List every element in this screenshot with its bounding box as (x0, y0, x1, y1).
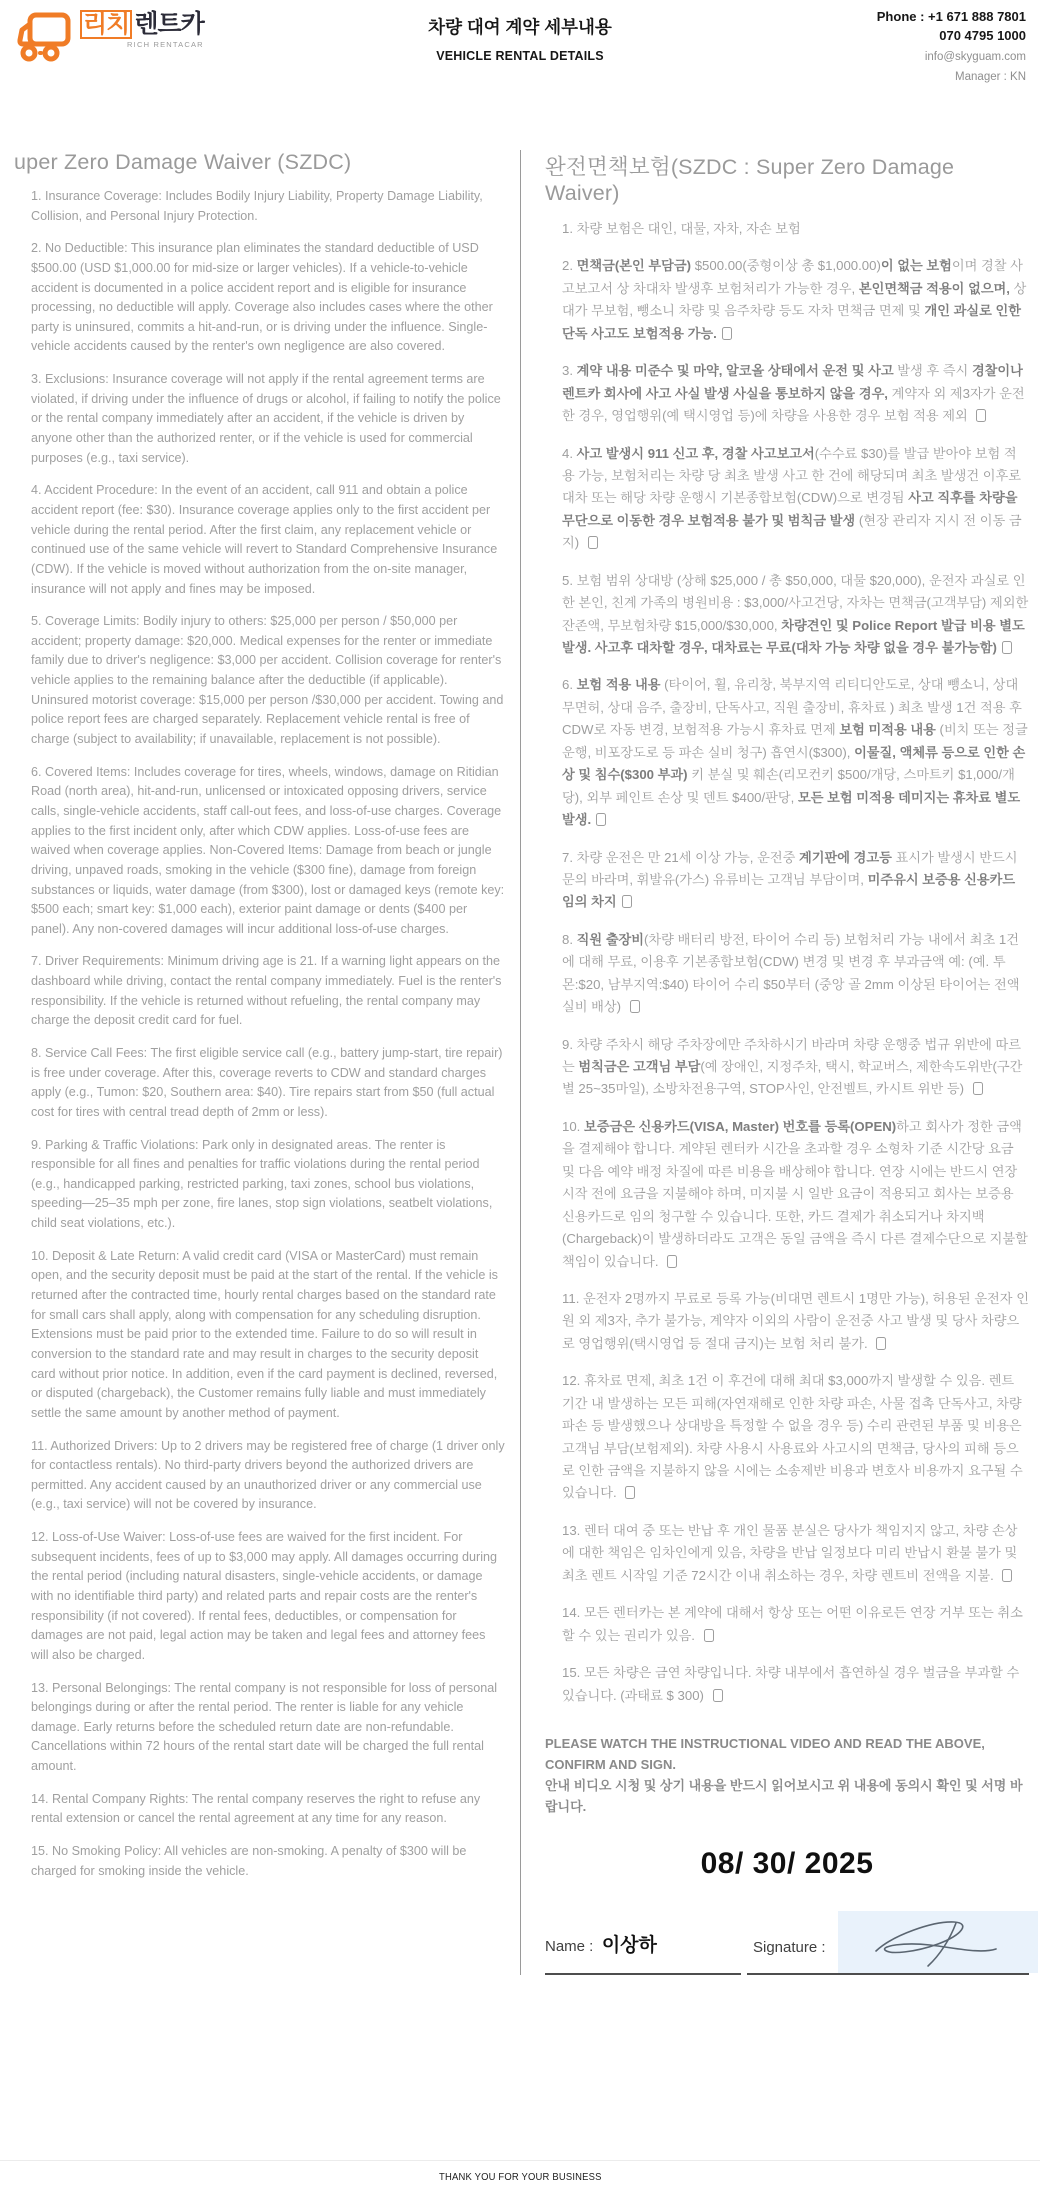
agreement-checkbox[interactable] (976, 409, 986, 422)
agreement-checkbox[interactable] (667, 1255, 677, 1268)
name-label: Name : (545, 1938, 594, 1956)
terms-paragraph-ko: 8. 직원 출장비(차량 배터리 방전, 타이어 수리 등) 보험처리 가능 내에서 최초 1건에 대해 무료, 이용후 기본종합보험(CDW) 변경 및 변경 후 부과금액 예: (예. 투몬:$20, 남부지역:$40) 타이어 수리 $50부터 (중앙 골 2mm 이상된 타이어는 전액 실비 배상) (562, 931, 1020, 1015)
confirmation-notice (545, 1733, 1029, 1817)
terms-paragraph-en: 12. Loss-of-Use Waiver: Loss-of-use fees are waived for the first incident. For subsequent incidents, fees of up to $3,000 may apply. All damages occurring during the rental period (including natural disasters, single-vehicle accidents, or damage with no identifiable third party) and related parts and repair costs are the renter's responsibility (if not covered). If rental fees, deductibles, or compensation for damages are not paid, legal action may be taken and legal fees and attorney fees will also be charged. (31, 1530, 498, 1662)
terms-paragraph-ko: 4. 사고 발생시 911 신고 후, 경찰 사고보고서(수수료 $30)를 발급 받아야 보험 적용 가능, 보험처리는 차량 당 최초 발생 사고 한 건에 해당되며 최초 발생건 이후로 대차 또는 해당 차량 운행시 기본종합보험(CDW)으로 변경됨 사고 직후를 차량을 무단으로 이동한 경우 보험적용 불가 및 범칙금 발생 (현장 관리자 지시 전 이동 금지) (562, 445, 1022, 551)
contact-info (877, 8, 1026, 86)
logo-korean-orange: 리치 (80, 10, 132, 39)
agreement-checkbox[interactable] (1002, 641, 1012, 654)
renter-name: 이상하 (601, 1935, 657, 1957)
korean-terms-column (545, 150, 1029, 1975)
contract-date: 08/ 30/ 2025 (700, 1847, 874, 1881)
phone-number-primary: Phone : +1 671 888 7801 (876, 9, 1026, 24)
korean-column-title: 완전면책보험(SZDC : Super Zero Damage Waiver) (545, 155, 955, 205)
terms-paragraph-ko: 13. 렌터 대여 중 또는 반납 후 개인 물품 분실은 당사가 책임지지 않고, 차량 손상에 대한 책임은 임차인에게 있음, 차량을 반납 일정보다 미리 반납시 환불 불가 및 최초 렌트 시작일 기준 72시간 이내 취소하는 경우, 차량 렌트비 전액을 지불. (562, 1522, 1018, 1583)
terms-paragraph-ko: 14. 모든 렌터카는 본 계약에 대해서 항상 또는 어떤 이유로든 연장 거부 또는 취소할 수 있는 권리가 있음. (562, 1605, 1023, 1643)
terms-paragraph-en: 3. Exclusions: Insurance coverage will not apply if the rental agreement terms are violated, if driving under the influence of drugs or alcohol, if failing to notify the police or the rental company immediately after an accident, if the vehicle is driven by anyone other than the authorized renter, or if the vehicle is used for commercial purposes (e.g., taxi service). (31, 372, 501, 465)
terms-paragraph-ko: 9. 차량 주차시 해당 주차장에만 주차하시기 바라며 차량 운행중 법규 위반에 따르는 범칙금은 고객님 부담(예 장애인, 지정주차, 택시, 학교버스, 제한속도위반(구간별 25~35마일), 소방차전용구역, STOP사인, 안전벨트, 카시트 위반 등) (562, 1036, 1023, 1097)
terms-paragraph-ko: 11. 운전자 2명까지 무료로 등록 가능(비대면 렌트시 1명만 가능), 허용된 운전자 인원 외 제3자, 추가 불가능, 계약자 이외의 사람이 운전중 사고 발생 및 당사 차량으로 영업행위(택시영업 등 절대 금지)는 보험 처리 불가. (562, 1290, 1029, 1351)
english-column-title: uper Zero Damage Waiver (SZDC) (14, 150, 352, 174)
terms-paragraph-ko: 2. 면책금(본인 부담금) $500.00(중형이상 총 $1,000.00)이 없는 보험이며 경찰 사고보고서 상 차대차 발생후 보험처리가 가능한 경우, 본인면책금 적용이 없으며, 상대가 무보험, 뺑소니 차량 및 음주차량 등도 자차 면책금 면제 및 개인 과실로 인한 단독 사고도 보험적용 가능. (562, 258, 1027, 341)
terms-paragraph-ko: 6. 보험 적용 내용 (타이어, 휠, 유리창, 북부지역 리티디안도로, 상대 뺑소니, 상대 무면허, 상대 음주, 출장비, 단독사고, 직원 출장비, 휴차료 ) 최초 발생 1건 적용 후 CDW로 자동 변경, 보험적용 가능시 휴차료 면제 보험 미적용 내용 (비치 또는 정글 운행, 비포장도로 등 파손 실비 청구) 흡연시($300), 이물질, 액체류 등으로 인한 손상 및 침수($300 부과) 키 분실 및 훼손(리모컨키 $500/개당, 스마트키 $1,000/개당), 외부 페인트 손상 및 덴트 $400/판당, 모든 보험 미적용 데미지는 휴차료 별도 발생. (562, 677, 1028, 828)
terms-paragraph-en: 5. Coverage Limits: Bodily injury to others: $25,000 per person / $50,000 per accident; property damage: $20,000. Medical expenses for the renter or immediate family due to driver's negligence: $3,000 per accident. Collision coverage for renter's vehicle applies to the remaining balance after the deductible (if applicable). Uninsured motorist coverage: $15,000 per person /$30,000 per accident. Towing and police report fees are charged separately. Replacement vehicle rental is free of charge (subject to availability; if unavailable, replacement is not possible). (31, 614, 504, 747)
terms-paragraph-ko: 15. 모든 차량은 금연 차량입니다. 차량 내부에서 흡연하실 경우 벌금을 부과할 수 있습니다. (과태료 $ 300) (562, 1665, 1020, 1703)
signature-field[interactable] (838, 1911, 1038, 1973)
terms-paragraph-en: 10. Deposit & Late Return: A valid credit card (VISA or MasterCard) must remain open, and the security deposit must be paid at the start of the rental. If the vehicle is returned after the contracted time, hourly rental charges based on the standard rate for small cars shall apply, along with compensation for any scheduling disruption. Extensions must be paid prior to the extended time. Failure to do so will result in conversion to the standard rate and may result in charges to the security deposit card without prior notice. In addition, even if the card payment is declined, reversed, or disputed (chargeback), the Customer remains fully liable and must immediately settle the same amount by another method of payment. (31, 1248, 498, 1420)
agreement-checkbox[interactable] (704, 1629, 714, 1642)
agreement-checkbox[interactable] (630, 1000, 640, 1013)
signature-underline (545, 1973, 1029, 1975)
logo-subtitle: RICH RENTACAR (127, 40, 204, 49)
document-title-block (428, 14, 612, 63)
page-footer (0, 2160, 1040, 2191)
terms-paragraph-ko: 1. 차량 보험은 대인, 대물, 자차, 자손 보험 (562, 221, 801, 236)
agreement-checkbox[interactable] (625, 1486, 635, 1499)
signature-label: Signature : (753, 1939, 826, 1957)
terms-paragraph-ko: 7. 차량 운전은 만 21세 이상 가능, 운전중 계기판에 경고등 표시가 발생시 반드시 문의 바라며, 휘발유(가스) 유류비는 고객님 부담이며, 미주유시 보증용 신용카드 임의 차지 (562, 849, 1018, 910)
page-title-english: VEHICLE RENTAL DETAILS (436, 49, 604, 63)
footer-message: THANK YOU FOR YOUR BUSINESS (438, 2171, 602, 2183)
agreement-checkbox[interactable] (588, 536, 598, 549)
agreement-checkbox[interactable] (1002, 1569, 1012, 1582)
company-logo (14, 10, 204, 64)
terms-paragraph-ko: 12. 휴차료 면제, 최초 1건 이 후건에 대해 최대 $3,000까지 발생할 수 있음. 렌트 기간 내 발생하는 모든 피해(자연재해로 인한 차량 파손, 사물 접촉 단독사고, 차량 파손 등 발생했으나 상대방을 특정할 수 없을 경우 등) 수리 관련된 부품 및 비용은 고객님 부담(보험제외). 차량 사용시 사용료와 사고시의 면책금, 당사의 피해 등으로 인한 금액을 지불하지 않을 시에는 소송제반 비용과 변호사 비용까지 요구될 수 있습니다. (562, 1373, 1023, 1501)
terms-paragraph-en: 14. Rental Company Rights: The rental company reserves the right to refuse any rental extension or cancel the rental agreement at any time for any reason. (31, 1791, 481, 1826)
english-terms-column (14, 150, 506, 1975)
agreement-checkbox[interactable] (876, 1337, 886, 1350)
terms-paragraph-en: 8. Service Call Fees: The first eligible service call (e.g., battery jump-start, tire repair) is free under coverage. After this, coverage reverts to CDW and standard charges apply (e.g., Tumon: $20, Southern area: $40). Tire repairs start from $50 (full actual cost for tires with central tread depth of 2mm or less). (31, 1045, 503, 1119)
phone-number-secondary: 070 4795 1000 (939, 27, 1026, 43)
notice-korean: 안내 비디오 시청 및 상기 내용을 반드시 읽어보시고 위 내용에 동의시 확인 및 서명 바랍니다. (545, 1778, 1023, 1815)
terms-paragraph-ko: 10. 보증금은 신용카드(VISA, Master) 번호를 등록(OPEN)하고 회사가 정한 금액을 결제해야 합니다. 계약된 렌터카 시간을 초과할 경우 소형차 기준 시간당 요금 및 다음 예약 배정 차질에 따른 비용을 배상해야 합니다. 연장 시에는 반드시 연장 시작 전에 요금을 지불해야 하며, 미지불 시 일반 요금이 적용되고 회사는 보증용 신용카드로 임의 청구할 수 있습니다. 또한, 카드 결제가 취소되거나 차지백(Chargeback)이 발생하더라도 고객은 동일 금액을 즉시 다른 결제수단으로 지불할 책임이 있습니다. (562, 1118, 1028, 1269)
agreement-checkbox[interactable] (973, 1082, 983, 1095)
agreement-checkbox[interactable] (622, 895, 632, 908)
page-title-korean: 차량 대여 계약 세부내용 (428, 17, 612, 37)
terms-paragraph-en: 1. Insurance Coverage: Includes Bodily Injury Liability, Property Damage Liability, Collision, and Personal Injury Protection. (31, 189, 483, 223)
terms-paragraph-en: 2. No Deductible: This insurance plan eliminates the standard deductible of USD $500.00 (USD $1,000.00 for mid-size or larger vehicles). If a vehicle-to-vehicle accident is documented in a police accident report and is eligible for insurance processing, no deductible will apply. Coverage also includes cases where the other party is uninsured, commits a hit-and-run, or is driving under the influence. Single-vehicle accidents caused by the renter's own negligence are also covered. (31, 241, 493, 354)
manager-name: Manager : KN (955, 71, 1026, 84)
page-header (14, 8, 1026, 88)
agreement-checkbox[interactable] (596, 813, 606, 826)
name-cell (545, 1930, 741, 1973)
signature-label-cell (753, 1939, 826, 1973)
terms-paragraph-ko: 3. 계약 내용 미준수 및 마약, 알코올 상태에서 운전 및 사고 발생 후 즉시 경찰이나 렌트카 회사에 사고 사실 발생 사실을 통보하지 않을 경우, 계약자 외 제3자가 운전한 경우, 영업행위(예 택시영업 등)에 차량을 사용한 경우 보험 적용 제외 (562, 363, 1025, 424)
signature-stroke-icon (838, 1911, 1038, 1973)
korean-terms-list (545, 218, 1029, 1707)
terms-paragraph-en: 6. Covered Items: Includes coverage for tires, wheels, windows, damage on Ritidian Road (north area), hit-and-run, unlicensed or intoxicated opposing drivers, service calls, single-vehicle accidents, staff call-out fees, and loss-of-use charges. Coverage applies to the first incident only, after which CDW applies. Loss-of-use fees are waived when coverage applies. Non-Covered Items: Damage from beach or jungle driving, unpaved roads, smoking in the vehicle ($300 fine), damage from foreign substances or liquids, water damage (from $300), lost or damaged keys (remote key: $500 each; smart key: $1,000 each), exterior paint damage or dents ($400 per panel). Any non-covered damages will incur additional loss-of-use charges. (31, 764, 505, 936)
terms-paragraph-en: 9. Parking & Traffic Violations: Park only in designated areas. The renter is responsible for all fines and penalties for traffic violations during the rental period (e.g., handicapped parking, restricted parking, taxi zones, school bus violations, speeding—25–35 mph per zone, fire lanes, stop sign violations, seatbelt violations, child seat violations, etc.). (31, 1137, 493, 1231)
agreement-checkbox[interactable] (722, 327, 732, 340)
agreement-checkbox[interactable] (713, 1689, 723, 1702)
logo-text (80, 10, 204, 49)
signature-row (545, 1911, 1029, 1973)
email-address: info@skyguam.com (924, 50, 1026, 63)
logo-korean-dark: 렌트카 (134, 10, 204, 38)
terms-paragraph-en: 15. No Smoking Policy: All vehicles are non-smoking. A penalty of $300 will be charged for smoking inside the vehicle. (31, 1844, 467, 1878)
column-divider (520, 150, 521, 1975)
english-terms-list (14, 187, 506, 1881)
notice-english: PLEASE WATCH THE INSTRUCTIONAL VIDEO AND READ THE ABOVE, CONFIRM AND SIGN. (545, 1735, 985, 1772)
terms-paragraph-en: 7. Driver Requirements: Minimum driving age is 21. If a warning light appears on the dashboard while driving, contact the rental company immediately. Fuel is the renter's responsibility. If the vehicle is returned without refueling, the rental company may charge the deposit credit card for fuel. (31, 954, 502, 1028)
terms-paragraph-ko: 5. 보험 범위 상대방 (상해 $25,000 / 총 $50,000, 대물 $20,000), 운전자 과실로 인한 본인, 친계 가족의 병원비용 : $3,000/사고건당, 자차는 면책금(고객부담) 제외한 잔존액, 무보험차량 $15,000/$30,000, 차량견인 및 Police Report 발급 비용 별도 발생. 사고후 대차할 경우, 대차료는 무료(대차 가능 차량 없을 경우 불가능함) (562, 572, 1029, 655)
terms-paragraph-en: 4. Accident Procedure: In the event of an accident, call 911 and obtain a police accident report (fee: $30). Insurance coverage applies only to the first accident per vehicle during the rental period. After the first claim, any replacement vehicle or continued use of the same vehicle will revert to Standard Comprehensive Insurance (CDW). If the vehicle is moved without authorization from the on-site manager, insurance will not apply and fines may be imposed. (31, 483, 498, 596)
terms-paragraph-en: 13. Personal Belongings: The rental company is not responsible for loss of personal belongings during or after the rental period. The renter is liable for any vehicle damage. Early returns before the scheduled return date are non-refundable. Cancellations within 72 hours of the rental start date will be charged the full rental amount. (31, 1680, 498, 1774)
car-logo-icon (14, 10, 76, 64)
terms-paragraph-en: 11. Authorized Drivers: Up to 2 drivers may be registered free of charge (1 driver only for contactless rentals). No third-party drivers beyond the authorized drivers are permitted. Any accident caused by an unauthorized driver or any commercial use (e.g., taxi service) will not be covered by insurance. (31, 1438, 505, 1512)
